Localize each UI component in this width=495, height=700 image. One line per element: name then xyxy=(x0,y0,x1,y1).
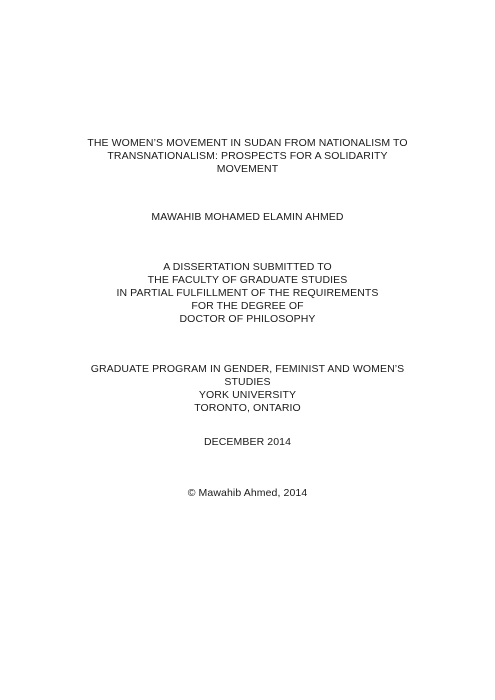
program-line-2: STUDIES xyxy=(224,376,271,388)
program-line-4: TORONTO, ONTARIO xyxy=(194,402,301,414)
author-name xyxy=(60,211,435,224)
title-line-2: TRANSNATIONALISM: PROSPECTS FOR A SOLIDARITY xyxy=(107,150,388,162)
title-line-3: MOVEMENT xyxy=(216,163,279,175)
submission-line-1: A DISSERTATION SUBMITTED TO xyxy=(163,261,332,273)
submission-line-3: IN PARTIAL FULFILLMENT OF THE REQUIREMENTS xyxy=(116,287,379,299)
program-line-1: GRADUATE PROGRAM IN GENDER, FEMINIST AND WOMEN’S xyxy=(90,363,405,375)
program-line-3: YORK UNIVERSITY xyxy=(198,389,297,401)
dissertation-title xyxy=(60,137,435,176)
submission-date xyxy=(60,436,435,449)
copyright-line: © Mawahib Ahmed, 2014 xyxy=(187,487,308,499)
date-line: DECEMBER 2014 xyxy=(203,436,292,448)
submission-line-2: THE FACULTY OF GRADUATE STUDIES xyxy=(147,274,348,286)
copyright-notice xyxy=(60,487,435,500)
author-line: MAWAHIB MOHAMED ELAMIN AHMED xyxy=(151,211,344,223)
submission-line-4: FOR THE DEGREE OF xyxy=(191,300,304,312)
submission-statement xyxy=(60,261,435,326)
submission-line-5: DOCTOR OF PHILOSOPHY xyxy=(179,313,316,325)
graduate-program xyxy=(60,363,435,415)
title-line-1: THE WOMEN’S MOVEMENT IN SUDAN FROM NATIONALISM TO xyxy=(87,137,408,149)
